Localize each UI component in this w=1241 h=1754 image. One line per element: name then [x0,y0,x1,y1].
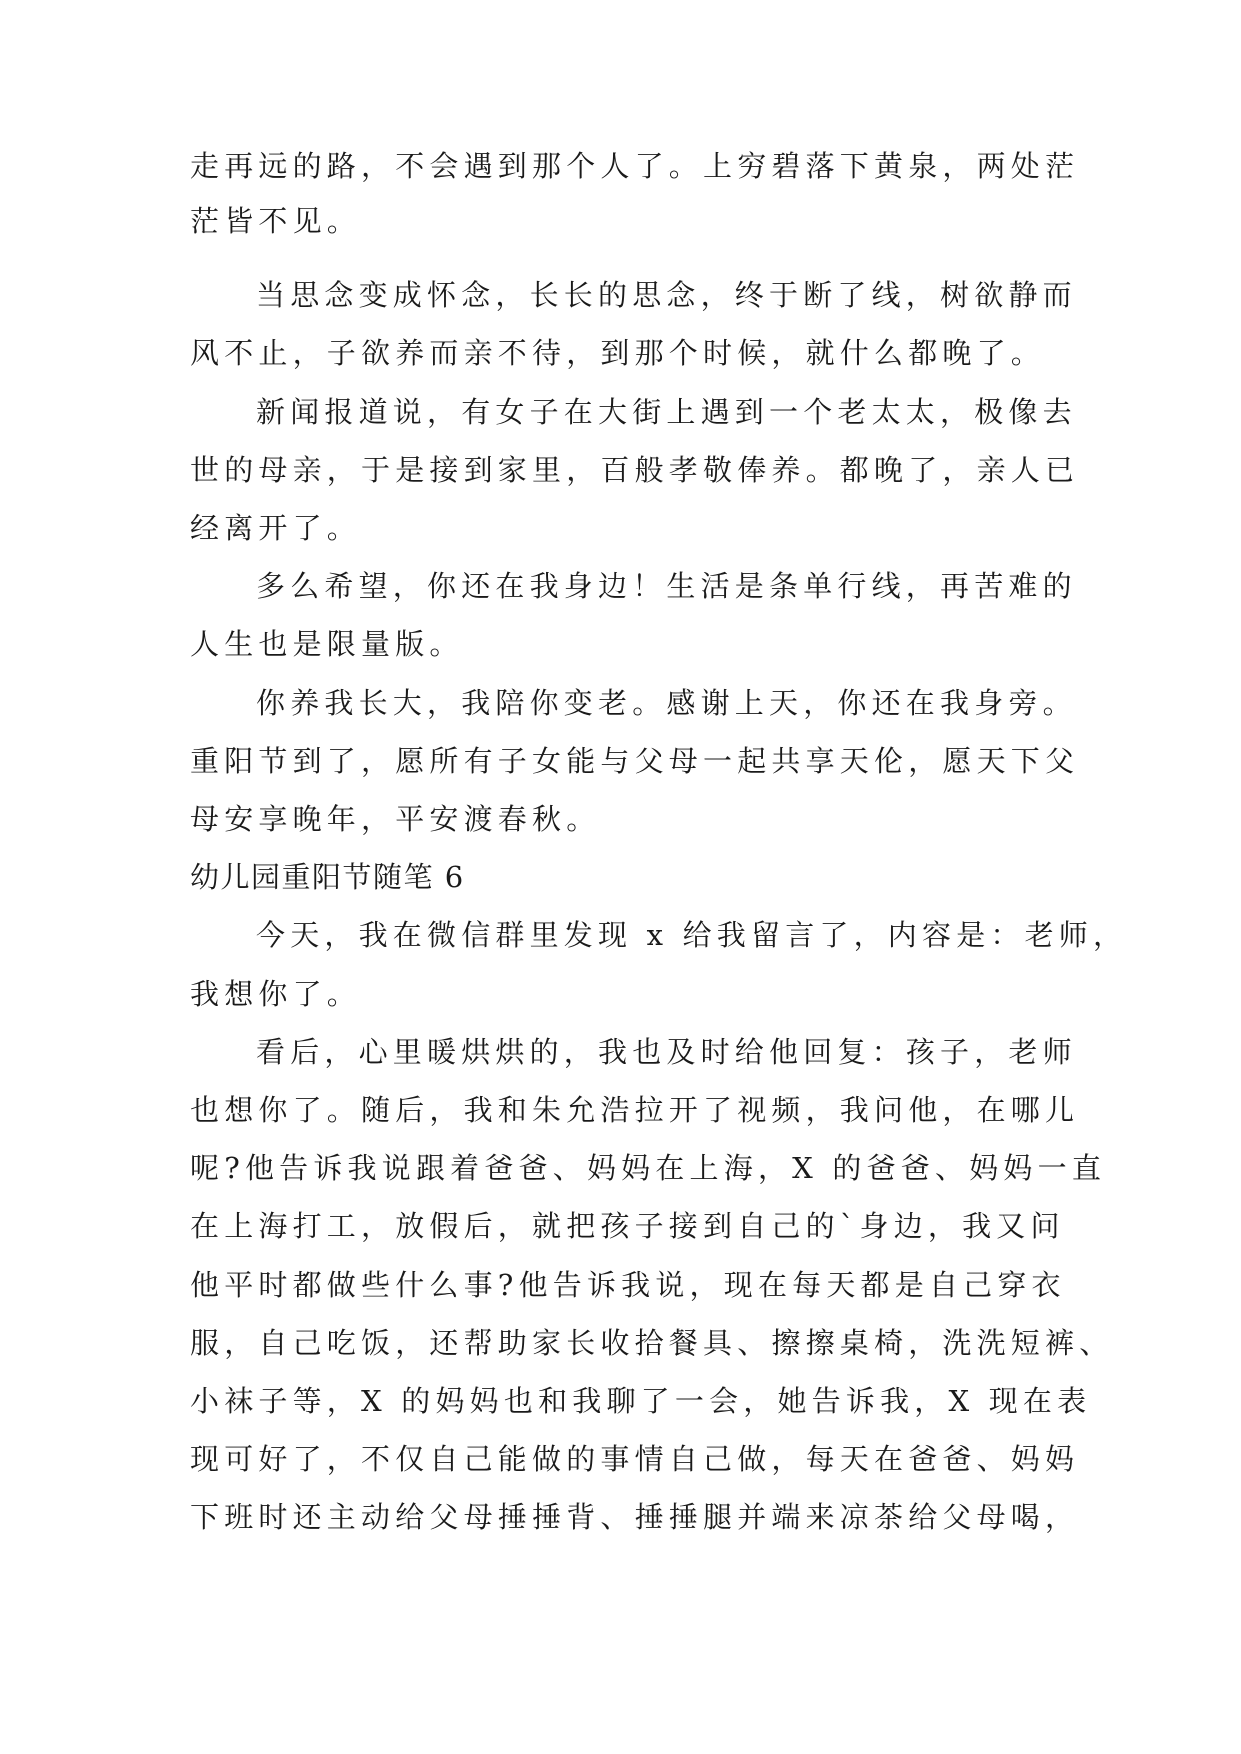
text-line: 现可好了，不仅自己能做的事情自己做，每天在爸爸、妈妈 [190,1442,1080,1476]
text-line: 我想你了。 [190,977,362,1011]
paragraph-start-line: 今天，我在微信群里发现 x 给我留言了，内容是：老师， [256,918,1128,952]
text-line: 他平时都做些什么事?他告诉我说，现在每天都是自己穿衣 [190,1268,1066,1302]
section-heading: 幼儿园重阳节随笔 6 [190,860,465,894]
paragraph-start-line: 看后，心里暖烘烘的，我也及时给他回复：孩子，老师 [256,1035,1077,1069]
paragraph-start-line: 多么希望，你还在我身边！生活是条单行线，再苦难的 [256,569,1077,603]
text-line: 呢?他告诉我说跟着爸爸、妈妈在上海，X 的爸爸、妈妈一直 [190,1151,1107,1185]
paragraph-start-line: 你养我长大，我陪你变老。感谢上天，你还在我身旁。 [256,686,1077,720]
text-line: 人生也是限量版。 [190,627,464,661]
text-line: 也想你了。随后，我和朱允浩拉开了视频，我问他，在哪儿 [190,1093,1080,1127]
text-line: 茫皆不见。 [190,204,362,238]
text-line: 重阳节到了，愿所有子女能与父母一起共享天伦，愿天下父 [190,744,1080,778]
text-line: 服，自己吃饭，还帮助家长收拾餐具、擦擦桌椅，洗洗短裤、 [190,1326,1114,1360]
text-line: 下班时还主动给父母捶捶背、捶捶腿并端来凉茶给父母喝， [190,1500,1080,1534]
text-line: 走再远的路，不会遇到那个人了。上穷碧落下黄泉，两处茫 [190,149,1080,183]
text-line: 母安享晚年，平安渡春秋。 [190,802,601,836]
paragraph-start-line: 当思念变成怀念，长长的思念，终于断了线，树欲静而 [256,278,1077,312]
text-line: 小袜子等，X 的妈妈也和我聊了一会，她告诉我，X 现在表 [190,1384,1092,1418]
text-line: 风不止，子欲养而亲不待，到那个时候，就什么都晚了。 [190,336,1046,370]
text-line: 在上海打工，放假后，就把孩子接到自己的`身边，我又问 [190,1209,1065,1243]
text-line: 世的母亲，于是接到家里，百般孝敬俸养。都晚了，亲人已 [190,453,1080,487]
paragraph-start-line: 新闻报道说，有女子在大街上遇到一个老太太，极像去 [256,395,1077,429]
text-line: 经离开了。 [190,511,362,545]
